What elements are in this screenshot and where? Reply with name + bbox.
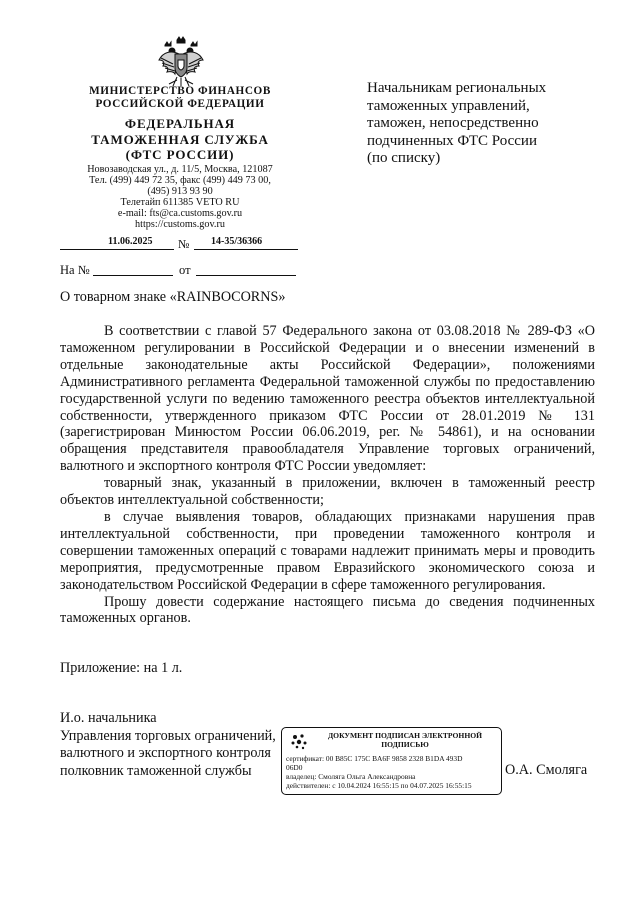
number-sign: № xyxy=(178,237,190,251)
signatory-position xyxy=(60,710,276,780)
stamp-validity: действителен: с 10.04.2024 16:55:15 по 04.07.2025 16:55:15 xyxy=(286,781,472,790)
coat-of-arms-emblem xyxy=(157,36,205,88)
contacts-block xyxy=(60,165,300,230)
on-number-label: На № xyxy=(60,263,90,277)
date-underline xyxy=(60,249,174,250)
ministry-name xyxy=(60,85,300,110)
contact-line: Новозаводская ул., д. 11/5, Москва, 121087 xyxy=(87,164,273,175)
service-line: ТАМОЖЕННАЯ СЛУЖБА xyxy=(91,131,269,147)
contact-website: https://customs.gov.ru xyxy=(135,218,225,230)
ministry-line: РОССИЙСКОЙ ФЕДЕРАЦИИ xyxy=(95,97,265,110)
addressee-line: таможен, непосредственно xyxy=(367,115,539,132)
from-label: от xyxy=(179,263,191,277)
contact-line: (495) 913 93 90 xyxy=(147,185,213,197)
ministry-line: МИНИСТЕРСТВО ФИНАНСОВ xyxy=(89,85,271,97)
number-underline xyxy=(194,249,298,250)
body-paragraph: Прошу довести содержание настоящего письма до сведения подчиненных таможенных органов. xyxy=(60,593,595,627)
addressee-line: Начальникам региональных xyxy=(367,80,547,96)
registration-number: 14-35/36366 xyxy=(211,236,263,247)
signatory-line: валютного и экспортного контроля xyxy=(60,745,271,762)
contact-email: e-mail: fts@ca.customs.gov.ru xyxy=(117,207,243,219)
service-line: (ФТС РОССИИ) xyxy=(125,147,235,162)
electronic-signature-stamp xyxy=(281,727,502,795)
stamp-title-line: ДОКУМЕНТ ПОДПИСАН ЭЛЕКТРОННОЙ xyxy=(327,731,483,740)
service-name xyxy=(60,116,300,163)
body-paragraph: товарный знак, указанный в приложении, включен в таможенный реестр объектов интеллектуальной собственности; xyxy=(60,475,595,509)
addressee-line: таможенных управлений, xyxy=(367,97,530,114)
body-paragraph: В соответствии с главой 57 Федерального закона от 03.08.2018 № 289-ФЗ «О таможенном регулировании в Российской Федерации и о внесении изменений в отдельные законодательные акты Российской Федерации», положениями Административного регламента Федеральной таможенной службы по предоставлению государственной услуги по ведению таможенного реестра объектов интеллектуальной собственности, утвержденного приказом ФТС России от 28.01.2019 № 131 (зарегистрирован Минюстом России 06.06.2019, рег. № 54861), и на основании обращения представителя правообладателя Управление торговых ограничений, валютного и экспортного контроля ФТС России уведомляет: xyxy=(60,323,595,475)
signatory-line: И.о. начальника xyxy=(60,710,157,726)
stamp-certificate-cont: 06D0 xyxy=(286,762,303,772)
addressee-block xyxy=(367,80,607,168)
attachment-note: Приложение: на 1 л. xyxy=(60,660,183,676)
stamp-title-line: ПОДПИСЬЮ xyxy=(381,739,429,749)
addressee-line: подчиненных ФТС России xyxy=(367,132,537,149)
service-line: ФЕДЕРАЛЬНАЯ xyxy=(124,116,236,131)
contact-line: Телетайп 611385 VETO RU xyxy=(120,196,240,208)
signatory-line: Управления торговых ограничений, xyxy=(60,727,276,744)
stamp-title xyxy=(312,732,498,749)
registration-date: 11.06.2025 xyxy=(108,236,153,247)
letter-subject: О товарном знаке «RAINBOCORNS» xyxy=(60,289,286,305)
signatory-line: полковник таможенной службы xyxy=(60,762,252,779)
body-paragraph: в случае выявления товаров, обладающих признаками нарушения прав интеллектуальной собственности, при проведении таможенного контроля и совершении таможенных операций с товарами надлежит принимать меры и проводить мероприятия, предусмотренные правом Евразийского экономического союза и законодательством Российской Федерации в сфере таможенного регулирования. xyxy=(60,508,595,593)
on-number-underline xyxy=(93,275,173,276)
signatory-name: О.А. Смоляга xyxy=(505,762,588,778)
letter-body xyxy=(60,323,595,627)
stamp-owner: владелец: Смоляга Ольга Александровна xyxy=(286,772,416,781)
addressee-line: (по списку) xyxy=(367,150,441,167)
stamp-certificate: сертификат: 00 B85C 175C BA6F 9858 2328 B1DA 493D xyxy=(286,754,463,763)
signature-seal-icon xyxy=(289,732,309,750)
from-underline xyxy=(196,275,296,276)
contact-line: Тел. (499) 449 72 35, факс (499) 449 73 00, xyxy=(89,174,271,186)
